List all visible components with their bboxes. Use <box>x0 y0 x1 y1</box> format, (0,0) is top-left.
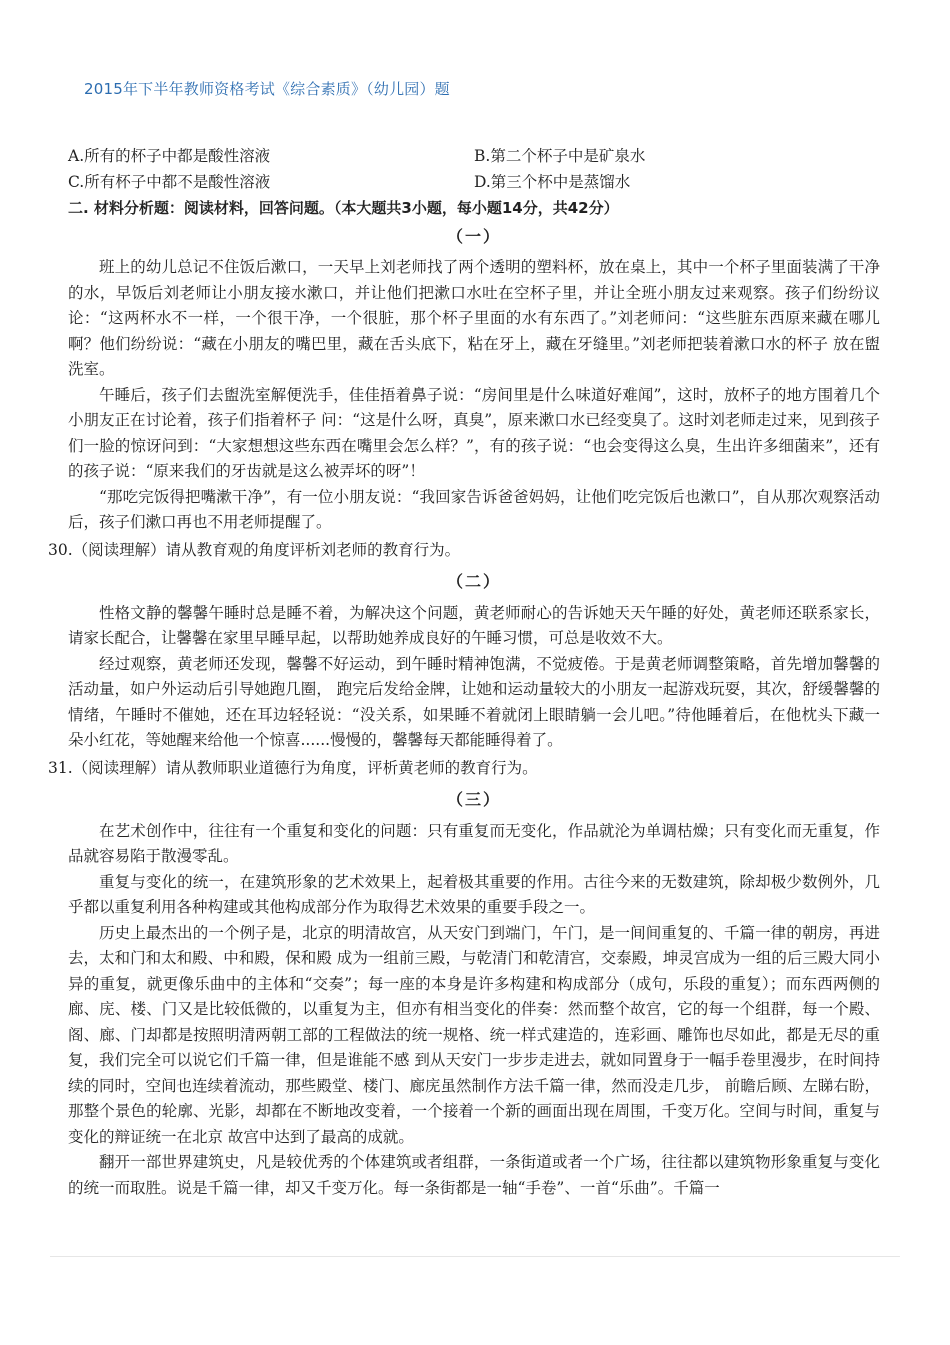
question-31: 31.（阅读理解）请从教师职业道德行为角度，评析黄老师的教育行为。 <box>48 758 538 777</box>
option-b: B.第二个杯子中是矿泉水 <box>474 147 646 165</box>
footer-divider <box>50 1256 900 1257</box>
part-2-paragraph: 经过观察，黄老师还发现，馨馨不好运动，到午睡时精神饱满，不觉疲倦。于是黄老师调整策略，首先增加馨馨的活动量，如户外运动后引导她跑几圈， 跑完后发给金牌，让她和运动量较大的小朋友一起游戏玩耍，其次，舒缓馨馨的情绪，午睡时不催她，还在耳边轻轻说：“没关系，如果睡不着就闭上眼睛躺一会儿吧。”待他睡着后，在他枕头下藏一朵小红花，等她醒来给他一个惊喜......慢慢的，馨馨每天都能睡得着了。 <box>68 654 880 749</box>
option-c: C.所有杯子中都不是酸性溶液 <box>68 172 271 191</box>
question-30: 30.（阅读理解）请从教育观的角度评析刘老师的教育行为。 <box>48 540 461 559</box>
answer-options <box>68 144 880 195</box>
document-body <box>48 144 880 1201</box>
part-2-label: （二） <box>446 572 501 591</box>
option-d: D.第三个杯中是蒸馏水 <box>474 172 631 191</box>
part-3-paragraph: 翻开一部世界建筑史，凡是较优秀的个体建筑或者组群，一条街道或者一个广场，往往都以建筑物形象重复与变化的统一而取胜。说是千篇一律，却又千变万化。每一条街都是一轴“手卷”、一首“乐曲”。千篇一 <box>68 1153 880 1197</box>
part-1-paragraph: 班上的幼儿总记不住饭后漱口，一天早上刘老师找了两个透明的塑料杯，放在桌上，其中一个杯子里面装满了干净的水，早饭后刘老师让小朋友接水漱口，并让他们把漱口水吐在空杯子里，并让全班小朋友过来观察。孩子们纷纷议论：“这两杯水不一样，一个很干净，一个很脏，那个杯子里面的水有东西了。”刘老师问：“这些脏东西原来藏在哪儿啊？他们纷纷说：“藏在小朋友的嘴巴里，藏在舌头底下，粘在牙上，藏在牙缝里。”刘老师把装着漱口水的杯子 放在盥洗室。 <box>68 258 880 378</box>
section-title: 二. 材料分析题：阅读材料，回答问题。（本大题共3小题，每小题14分，共42分） <box>68 199 619 217</box>
page-header-title: 2015年下半年教师资格考试《综合素质》（幼儿园）题 <box>84 80 450 98</box>
part-1-paragraph: 午睡后，孩子们去盥洗室解便洗手，佳佳捂着鼻子说：“房间里是什么味道好难闻”，这时，放杯子的地方围着几个小朋友正在讨论着，孩子们指着杯子 问：“这是什么呀，真臭”，原来漱口水已经变臭了。这时刘老师走过来，见到孩子们一脸的惊讶问到：“大家想想这些东西在嘴里会怎么样？”，有的孩子说：“也会变得这么臭，生出许多细菌来”，还有的孩子说：“原来我们的牙齿就是这么被弄坏的呀”！ <box>68 385 880 480</box>
part-3-label: （三） <box>446 790 501 809</box>
part-1-paragraph: “那吃完饭得把嘴漱干净”，有一位小朋友说：“我回家告诉爸爸妈妈，让他们吃完饭后也漱口”，自从那次观察活动后，孩子们漱口再也不用老师提醒了。 <box>68 487 880 531</box>
part-3-paragraph: 重复与变化的统一，在建筑形象的艺术效果上，起着极其重要的作用。古往今来的无数建筑，除却极少数例外，几乎都以重复利用各种构建或其他构成部分作为取得艺术效果的重要手段之一。 <box>68 872 880 916</box>
part-2-paragraph: 性格文静的馨馨午睡时总是睡不着，为解决这个问题，黄老师耐心的告诉她天天午睡的好处，黄老师还联系家长，请家长配合，让馨馨在家里早睡早起，以帮助她养成良好的午睡习惯，可总是收效不大。 <box>68 603 880 647</box>
part-3-paragraph: 历史上最杰出的一个例子是，北京的明清故宫，从天安门到端门，午门，是一间间重复的、千篇一律的朝房，再进去，太和门和太和殿、中和殿，保和殿 成为一组前三殿，与乾清门和乾清宫，交泰殿，坤灵宫成为一组的后三殿大同小异的重复，就更像乐曲中的主体和“交奏”；每一座的本身是许多构建和构成部分（成句，乐段的重复）；而东西两侧的廊、庑、楼、门又是比较低微的，以重复为主，但亦有相当变化的伴奏：然而整个故宫，它的每一个组群，每一个殿、阁、廊、门却都是按照明清两朝工部的工程做法的统一规格、统一样式建造的，连彩画、雕饰也尽如此，都是无尽的重复，我们完全可以说它们千篇一律，但是谁能不感 到从天安门一步步走进去，就如同置身于一幅手卷里漫步，在时间持续的同时，空间也连续着流动，那些殿堂、楼门、廊庑虽然制作方法千篇一律，然而没走几步， 前瞻后顾、左睇右盼，那整个景色的轮廓、光影，却都在不断地改变着，一个接着一个新的画面出现在周围，千变万化。空间与时间，重复与变化的辩证统一在北京 故宫中达到了最高的成就。 <box>68 923 880 1146</box>
option-a: A.所有的杯子中都是酸性溶液 <box>68 147 271 165</box>
part-1-label: （一） <box>446 226 501 246</box>
part-3-paragraph: 在艺术创作中，往往有一个重复和变化的问题：只有重复而无变化，作品就沦为单调枯燥；只有变化而无重复，作品就容易陷于散漫零乱。 <box>68 821 880 865</box>
